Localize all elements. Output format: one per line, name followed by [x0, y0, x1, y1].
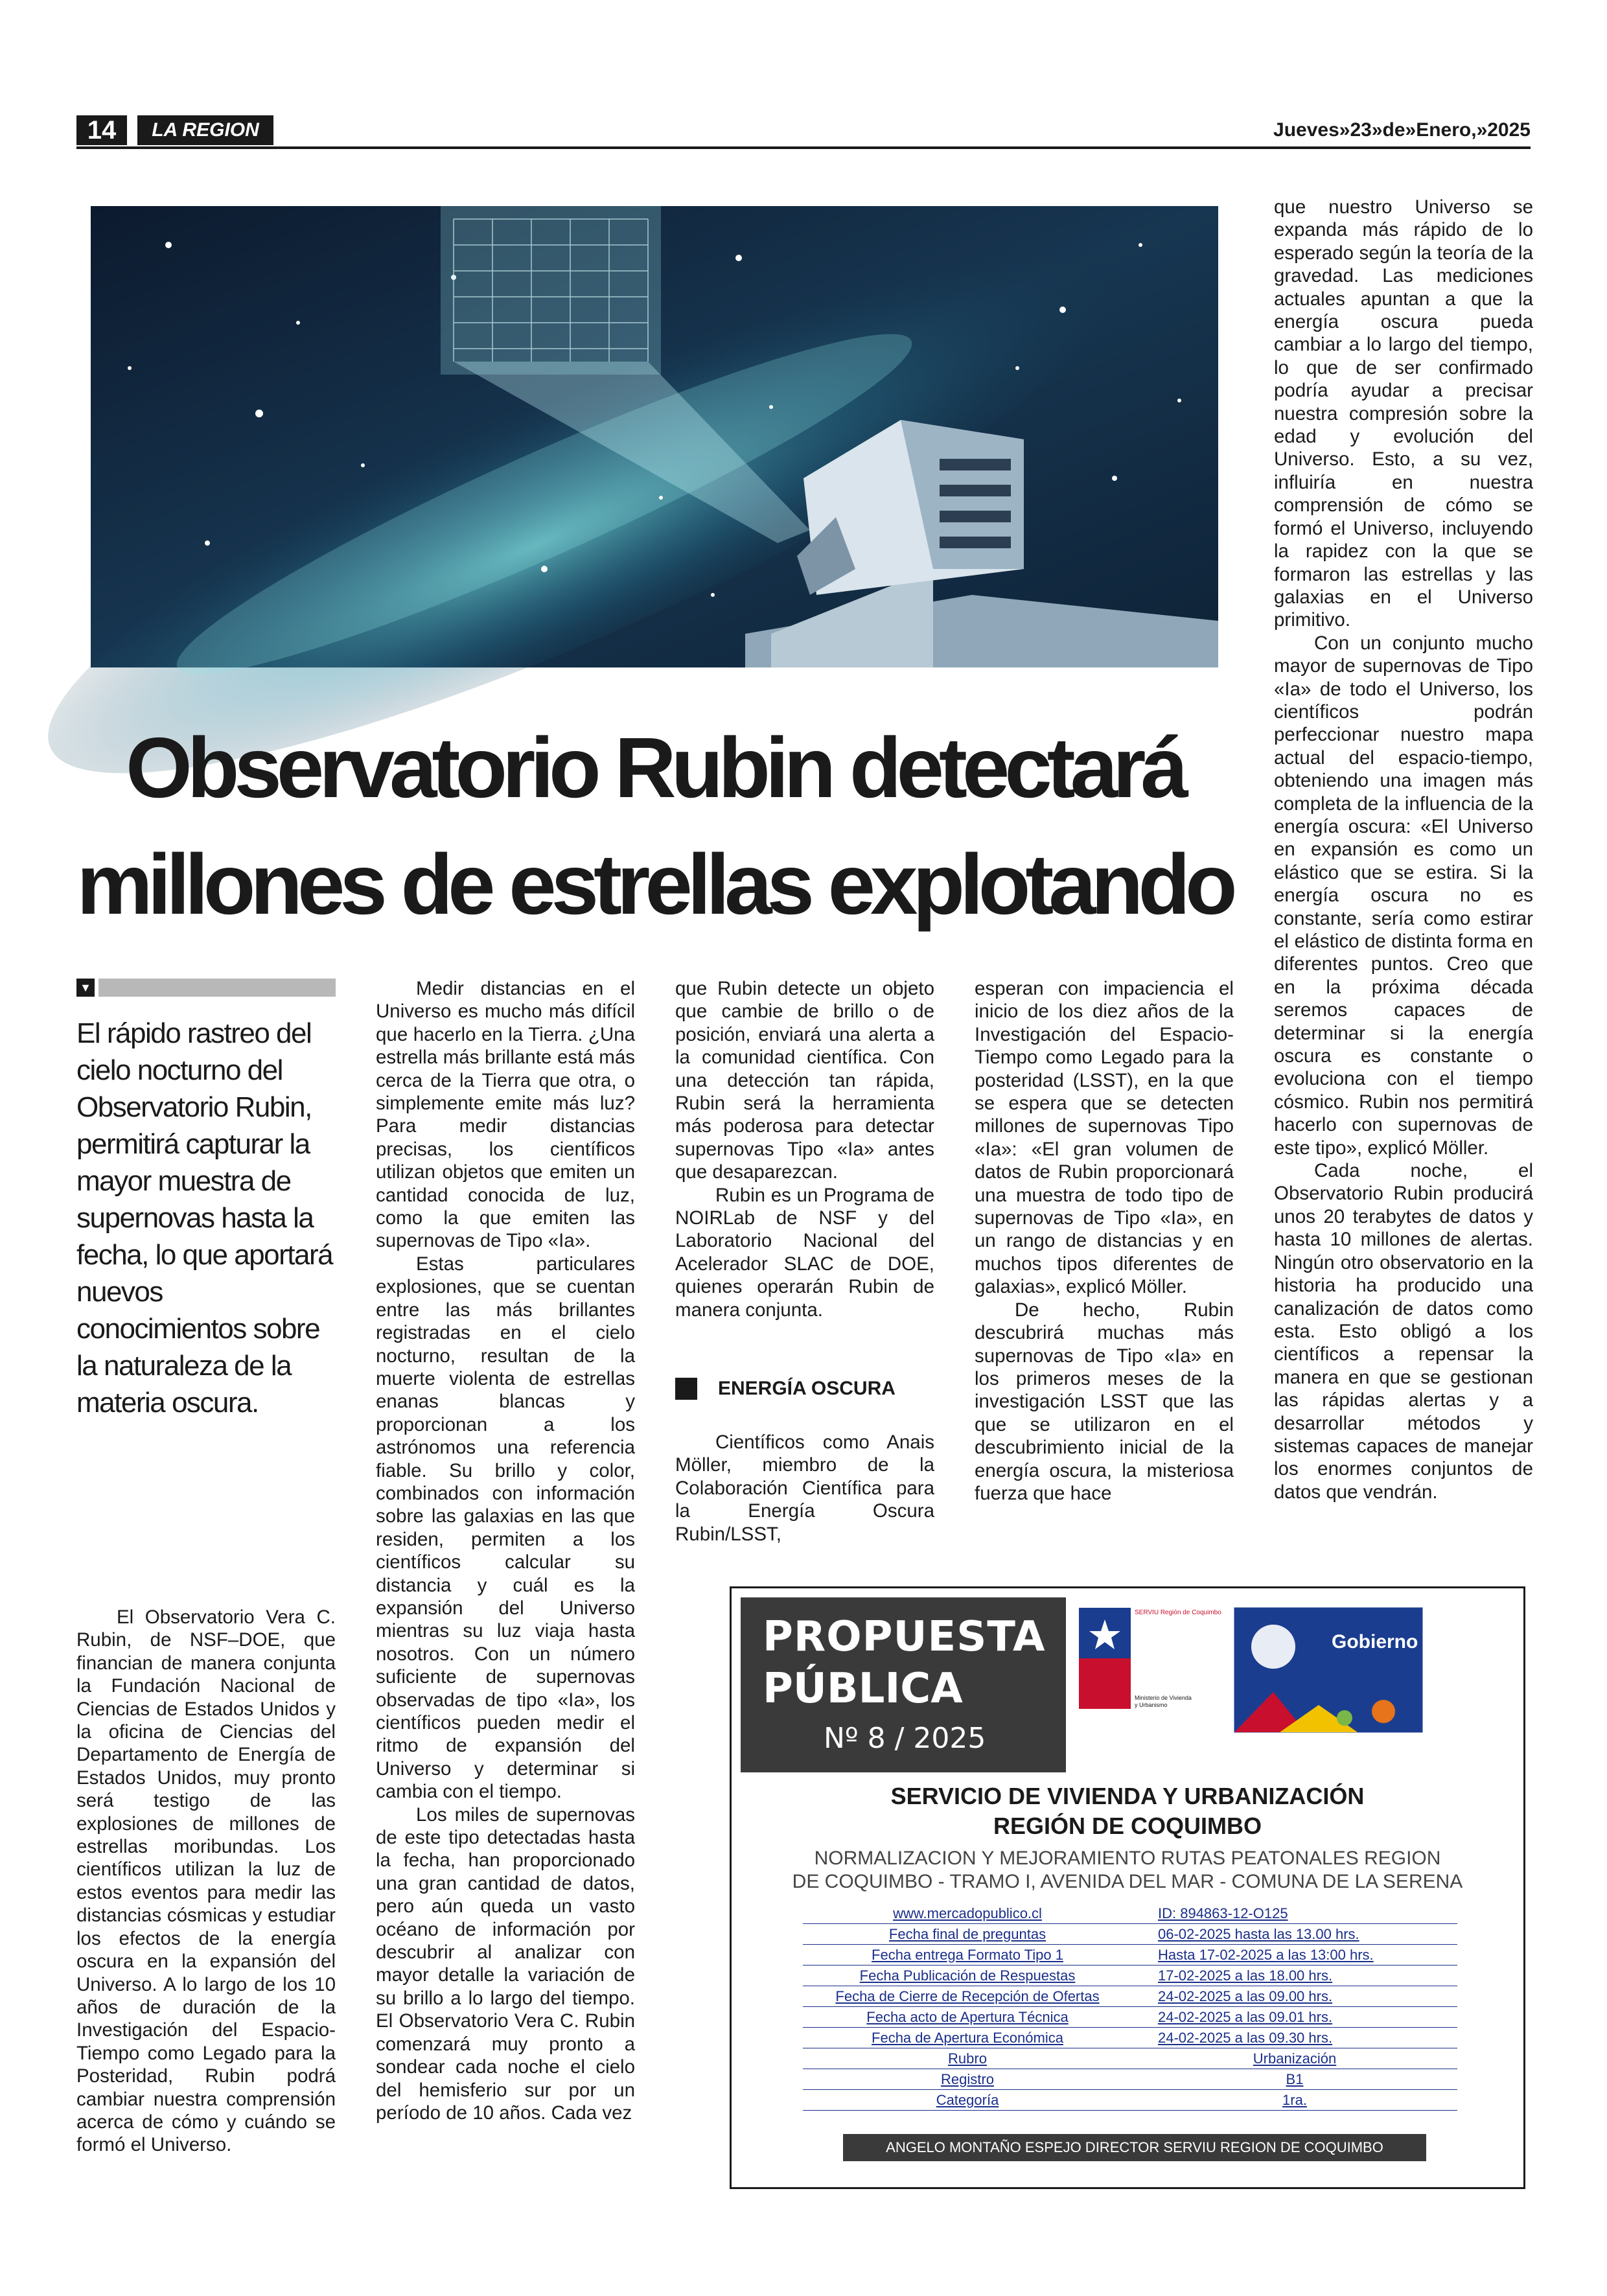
row-value: 24-02-2025 a las 09.01 hrs.: [1132, 2007, 1457, 2028]
gobierno-de-chile-logo-icon: [1234, 1608, 1499, 1732]
column-1: [76, 1606, 336, 2157]
column-3-continued: [675, 1431, 934, 1546]
table-row: [803, 1945, 1457, 1966]
ad-org-line-2: REGIÓN DE COQUIMBO: [993, 1813, 1262, 1839]
table-row: [803, 2028, 1457, 2048]
paragraph: esperan con impaciencia el inicio de los diez años de la Investigación del Espacio-Tiempo como Legado para la posteridad (LSST), en la que se espera que se detecten millones de supernovas Tipo «Ia»: «El gran volumen de datos de Rubin proporcionará una muestra de todo tipo de supernovas de Tipo «Ia», en un rango de distancias y en muchos tipos diferentes de galaxias», explicó Möller.: [975, 978, 1234, 1298]
row-label: Fecha final de preguntas: [803, 1924, 1132, 1945]
observatory-illustration: [91, 206, 1218, 667]
ad-title-box: [741, 1597, 1066, 1772]
serviu-logo-icon: [1079, 1608, 1170, 1709]
row-label: Fecha acto de Apertura Técnica: [803, 2007, 1132, 2028]
ad-project-line-2: DE COQUIMBO - TRAMO I, AVENIDA DEL MAR - COMUNA DE LA SERENA: [792, 1871, 1463, 1892]
row-value: 24-02-2025 a las 09.30 hrs.: [1132, 2028, 1457, 2048]
ad-tender-number: Nº 8 / 2025: [824, 1722, 986, 1755]
headline-line-1: Observatorio Rubin detectará: [126, 720, 1183, 815]
row-label: Fecha Publicación de Respuestas: [803, 1966, 1132, 1986]
ad-footer-signature: ANGELO MONTAÑO ESPEJO DIRECTOR SERVIU REGION DE COQUIMBO: [843, 2134, 1426, 2161]
subhead-label: ENERGÍA OSCURA: [718, 1378, 896, 1399]
paragraph: El Observatorio Vera C. Rubin, de NSF–DOE, que financian de manera conjunta la Fundación Nacional de Ciencias de Estados Unidos y la oficina de Ciencias del Departamento de Energía de Estados Unidos, muy pronto será testigo de las explosiones de millones de estrellas moribundas. Los científicos utilizan la luz de estos eventos para medir las distancias cósmicas y estudiar los efectos de la energía oscura en la expansión del Universo. A lo largo de los 10 años de duración de la Investigación del Espacio-Tiempo como Legado para la Posteridad, Rubin podrá cambiar nuestra comprensión acerca de cómo y cuándo se formó el Universo.: [76, 1606, 336, 2156]
ad-id: ID: 894863-12-O125: [1132, 1903, 1457, 1924]
paragraph: De hecho, Rubin descubrirá muchas más supernovas de Tipo «Ia» en los primeros meses de la investigación LSST que las que se utilizaron en el descubrimiento inicial de la energía oscura, la misteriosa fuerza que hace: [975, 1299, 1234, 1504]
row-value: Urbanización: [1132, 2048, 1457, 2069]
table-row: [803, 1986, 1457, 2007]
ad-project-line-1: NORMALIZACION Y MEJORAMIENTO RUTAS PEATONALES REGION: [814, 1848, 1441, 1869]
column-3: [675, 977, 934, 1321]
paragraph: Estas particulares explosiones, que se cuentan entre las más brillantes registradas en el cielo nocturno, resultan de la muerte violenta de estrellas enanas blancas y proporcionan a los astrónomos una referencia fiable. Su brillo y color, combinados con información sobre las galaxias en las que residen, permiten a los científicos calcular su distancia y cuál es la expansión del Universo mientras su luz viaja hasta nosotros. Con un número suficiente de supernovas observadas de tipo «Ia», los científicos pueden medir el ritmo de expansión del Universo y determinar si cambia con el tiempo.: [376, 1253, 635, 1803]
ad-title-line-1: PROPUESTA: [763, 1613, 1046, 1661]
ministerio-label: Ministerio de Vivienda y Urbanismo: [1135, 1695, 1192, 1708]
public-tender-ad: [730, 1586, 1525, 2189]
issue-date: Jueves»23»de»Enero,»2025: [1273, 119, 1531, 141]
paragraph: que Rubin detecte un objeto que cambie de brillo o de posición, enviará una alerta a la comunidad científica. Con una detección tan rápida, Rubin será la herramienta más poderosa para detectar supernovas Tipo «Ia» antes que desaparezcan.: [675, 978, 934, 1183]
triangle-down-icon: ▼: [76, 979, 95, 997]
table-row: [803, 1924, 1457, 1945]
headline-line-2: millones de estrellas explotando: [76, 837, 1232, 932]
paragraph: Rubin es un Programa de NOIRLab de NSF y del Laboratorio Nacional del Acelerador SLAC de DOE, quienes operarán Rubin de manera conjunta.: [675, 1184, 934, 1321]
ad-org-line-1: SERVICIO DE VIVIENDA Y URBANIZACIÓN: [890, 1783, 1365, 1809]
row-label: Fecha entrega Formato Tipo 1: [803, 1945, 1132, 1966]
ad-schedule-table: [803, 1903, 1457, 2111]
column-5: [1274, 196, 1533, 1503]
page-number: 14: [76, 115, 127, 145]
row-value: B1: [1132, 2069, 1457, 2090]
table-row: [803, 2090, 1457, 2111]
article-deck: El rápido rastreo del cielo nocturno del Observatorio Rubin, permitirá capturar la mayor muestra de supernovas hasta la fecha, lo que aportará nuevos conocimientos sobre la naturaleza de la materia oscura.: [76, 1017, 333, 1419]
paragraph: Científicos como Anais Möller, miembro de la Colaboración Científica para la Energía Oscura Rubin/LSST,: [675, 1432, 934, 1545]
column-4: [975, 977, 1234, 1505]
deck-rule: [98, 979, 336, 997]
gobierno-label: Gobierno de Chile: [1332, 1631, 1499, 1652]
ad-title-line-2: PÚBLICA: [763, 1665, 963, 1713]
ad-url[interactable]: www.mercadopublico.cl: [803, 1903, 1132, 1924]
row-value: 17-02-2025 a las 18.00 hrs.: [1132, 1966, 1457, 1986]
column-2: [376, 977, 635, 2124]
table-row: [803, 2007, 1457, 2028]
paragraph: Con un conjunto mucho mayor de supernovas de Tipo «Ia» de todo el Universo, los científicos podrán perfeccionar nuestro mapa actual del espacio-tiempo, obteniendo una imagen más completa de la influencia de la energía oscura: «El Universo en expansión es como un elástico que se estira. Si la energía oscura no es constante, sería como estirar el elástico de distinta forma en diferentes puntos. Creo que en la próxima década seremos capaces de determinar si la energía oscura es constante o evoluciona con el tiempo cósmico. Rubin nos permitirá hacerlo con supernovas de este tipo», explicó Möller.: [1274, 632, 1533, 1159]
row-label: Rubro: [803, 2048, 1132, 2069]
table-row: [803, 2048, 1457, 2069]
article-headline: [71, 710, 1238, 943]
paragraph: que nuestro Universo se expanda más rápido de lo esperado según la teoría de la gravedad. Las mediciones actuales apuntan a que la energía oscura pueda cambiar a lo largo del tiempo, lo que de ser confirmado podría ayudar a precisar nuestra compresión sobre la edad y evolución del Universo. Esto, a su vez, influiría en nuestra comprensión de cómo se formó el Universo, incluyendo la rapidez con la que se formaron las estrellas y las galaxias en el Universo primitivo.: [1274, 196, 1533, 631]
row-label: Fecha de Cierre de Recepción de Ofertas: [803, 1986, 1132, 2007]
deck-marker: [76, 979, 336, 997]
section-subhead: [675, 1375, 934, 1401]
square-bullet-icon: [675, 1378, 697, 1400]
masthead-logo: LA REGION: [137, 115, 273, 145]
row-label: Categoría: [803, 2090, 1132, 2111]
table-row: [803, 1966, 1457, 1986]
paragraph: Los miles de supernovas de este tipo detectadas hasta la fecha, han proporcionado una gran cantidad de datos, pero aún queda un vasto océano de información por descubrir al analizar con mayor detalle la variación de su brillo a lo largo del tiempo. El Observatorio Vera C. Rubin comenzará muy pronto a sondear cada noche el cielo del hemisferio sur por un período de 10 años. Cada vez: [376, 1803, 635, 2124]
row-value: 1ra.: [1132, 2090, 1457, 2111]
row-value: Hasta 17-02-2025 a las 13:00 hrs.: [1132, 1945, 1457, 1966]
row-value: 24-02-2025 a las 09.00 hrs.: [1132, 1986, 1457, 2007]
header-rule: [76, 146, 1531, 149]
table-row: [803, 2069, 1457, 2090]
row-label: Registro: [803, 2069, 1132, 2090]
table-row: [803, 1903, 1457, 1924]
row-label: Fecha de Apertura Económica: [803, 2028, 1132, 2048]
row-value: 06-02-2025 hasta las 13.00 hrs.: [1132, 1924, 1457, 1945]
paragraph: Medir distancias en el Universo es mucho más difícil que hacerlo en la Tierra. ¿Una estrella más brillante está más cerca de la Tierra que otra, o simplemente emite más luz? Para medir distancias precisas, los científicos utilizan objetos que emiten un cantidad conocida de luz, como la que emiten las supernovas de Tipo «Ia».: [376, 978, 635, 1252]
paragraph: Cada noche, el Observatorio Rubin producirá unos 20 terabytes de datos y hasta 10 millones de alertas. Ningún otro observatorio en la historia ha producido una canalización de datos como esta. Esto obligó a los científicos a repensar la manera en que se gestionan las rápidas alertas y a desarrollar métodos y sistemas capaces de manejar los enormes conjuntos de datos que vendrán.: [1274, 1160, 1533, 1503]
serviu-label: SERVIU Región de Coquimbo: [1135, 1609, 1221, 1616]
